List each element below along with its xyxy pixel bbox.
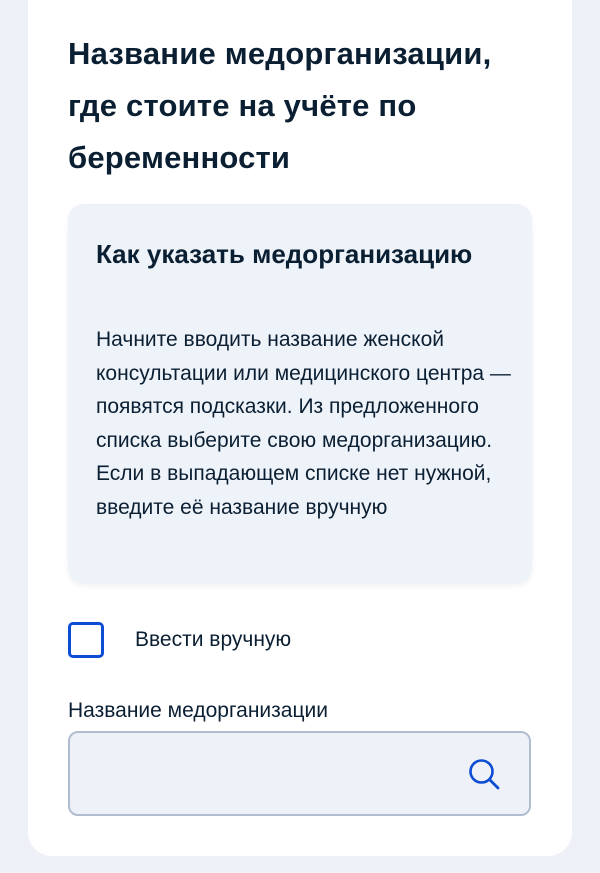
org-name-input[interactable]	[70, 733, 490, 814]
hint-panel	[68, 204, 532, 584]
hint-title: Как указать медорганизацию	[96, 239, 473, 269]
manual-entry-checkbox[interactable]	[68, 622, 104, 658]
org-name-field[interactable]	[68, 731, 531, 816]
manual-entry-checkbox-row[interactable]	[68, 622, 291, 658]
hint-text: Начните вводить название женской консультации или медицинского центра — появятся подсказки. Из предложенного списка выберите свою медорганизацию. Если в выпадающем списке нет нужной, введите её название вручную	[96, 328, 511, 519]
search-icon[interactable]	[467, 757, 501, 791]
org-name-label: Название медорганизации	[68, 699, 328, 722]
page-title: Название медорганизации, где стоите на учёте по беременности	[68, 36, 492, 175]
manual-entry-label[interactable]: Ввести вручную	[135, 628, 292, 651]
